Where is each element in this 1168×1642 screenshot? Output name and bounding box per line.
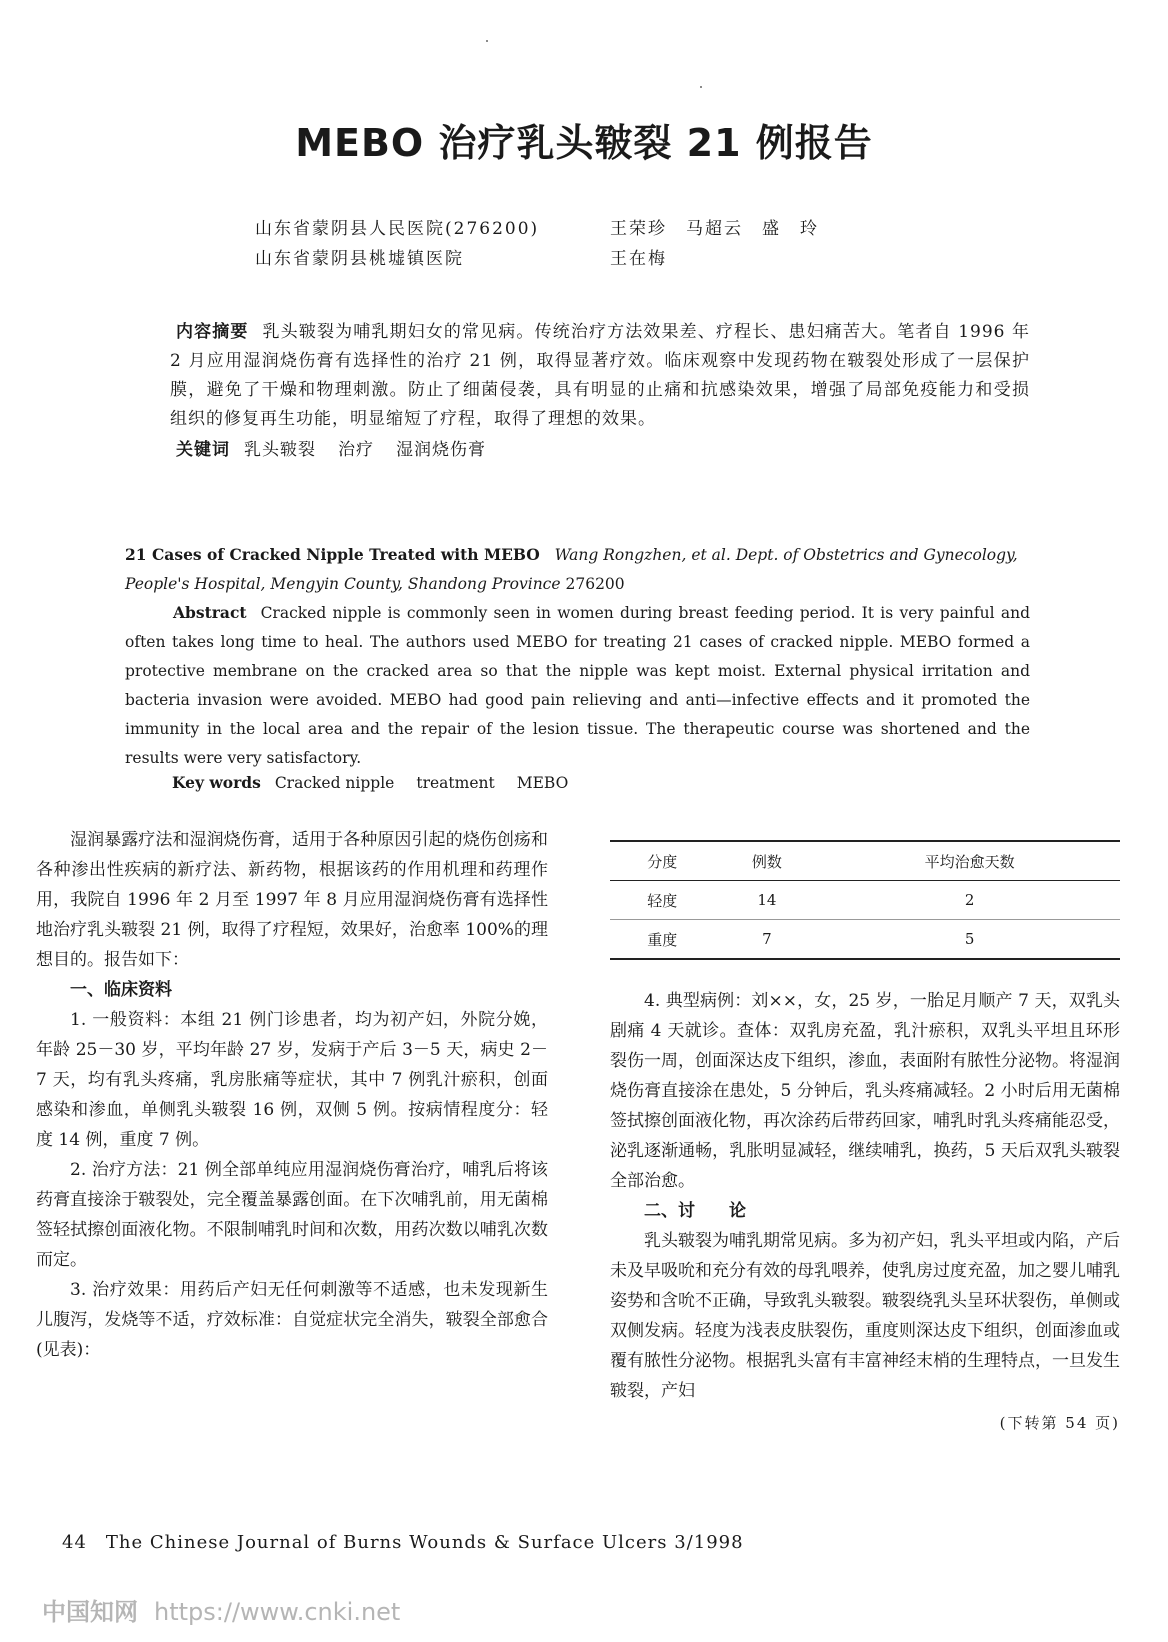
english-authors-info: Wang Rongzhen, et al. Dept. of Obstetrics and Gynecology, People's Hospital, Mengyin County, Shandong Province xyxy=(125,546,1018,593)
paragraph-general-data: 1. 一般资料：本组 21 例门诊患者，均为初产妇，外院分娩，年龄 25－30 岁，平均年龄 27 岁，发病于产后 3－5 天，病史 2－7 天，均有乳头疼痛，乳房胀痛等症状，其中 7 例乳汁瘀积，创面感染和渗血，单侧乳头皲裂 16 例，双侧 5 例。按病情程度分：轻度 14 例，重度 7 例。 xyxy=(36,1010,548,1150)
table-cell: 2 xyxy=(819,881,1120,920)
paragraph-discussion: 乳头皲裂为哺乳期常见病。多为初产妇，乳头平坦或内陷，产后未及早吸吮和充分有效的母乳喂养，使乳房过度充盈，加之婴儿哺乳姿势和含吮不正确，导致乳头皲裂。皲裂绕乳头呈环状裂伤，单侧或双侧发病。轻度为浅表皮肤裂伤，重度则深达皮下组织，创面渗血或覆有脓性分泌物。根据乳头富有丰富神经末梢的生理特点，一旦发生皲裂，产妇 xyxy=(610,1231,1120,1401)
affiliation-1-org: 山东省蒙阴县人民医院(276200) xyxy=(255,219,540,239)
affiliation-2-authors: 王在梅 xyxy=(610,249,667,269)
english-title: 21 Cases of Cracked Nipple Treated with MEBO xyxy=(125,545,540,564)
abstract-text: 乳头皲裂为哺乳期妇女的常见病。传统治疗方法效果差、疗程长、患妇痛苦大。笔者自 1996 年 2 月应用湿润烧伤膏有选择性的治疗 21 例，取得显著疗效。临床观察中发现药物在皲裂处形成了一层保护膜，避免了干燥和物理刺激。防止了细菌侵袭，具有明显的止痛和抗感染效果，增强了局部免疫能力和受损组织的修复再生功能，明显缩短了疗程，取得了理想的效果。 xyxy=(170,322,1030,429)
paragraph-treatment-method: 2. 治疗方法：21 例全部单纯应用湿润烧伤膏治疗，哺乳后将该药膏直接涂于皲裂处，完全覆盖暴露创面。在下次哺乳前，用无菌棉签轻拭擦创面液化物。不限制哺乳时间和次数，用药次数以哺乳次数而定。 xyxy=(36,1160,548,1270)
body-right-column xyxy=(610,986,1120,1438)
keywords-line xyxy=(170,436,1030,465)
english-abstract-text: Cracked nipple is commonly seen in women during breast feeding period. It is very painful and often takes long time to heal. The authors used MEBO for treating 21 cases of cracked nipple. MEBO formed a protective membrane on the cracked area so that the nipple was kept moist. External physical irritation and bacteria invasion were avoided. MEBO had good pain relieving and anti—infective effects and it promoted the immunity in the local area and the repair of the lesion tissue. The therapeutic course was shortened and the results were very satisfactory. xyxy=(125,604,1030,767)
intro-paragraph: 湿润暴露疗法和湿润烧伤膏，适用于各种原因引起的烧伤创疡和各种渗出性疾病的新疗法、新药物，根据该药的作用机理和药理作用，我院自 1996 年 2 月至 1997 年 8 月应用湿润烧伤膏有选择性地治疗乳头皲裂 21 例，取得了疗程短，效果好，治愈率 100%的理想目的。报告如下： xyxy=(36,830,548,970)
table-cell: 14 xyxy=(715,881,820,920)
english-abstract-label: Abstract xyxy=(173,603,247,622)
table-header-row xyxy=(610,841,1120,881)
affiliation-2-org: 山东省蒙阴县桃墟镇医院 xyxy=(255,249,464,269)
keyword: 治疗 xyxy=(338,440,374,460)
article-title: MEBO 治疗乳头皲裂 21 例报告 xyxy=(295,121,873,165)
scan-speck xyxy=(700,86,702,88)
cnki-watermark xyxy=(42,1592,400,1627)
abstract-label: 内容摘要 xyxy=(176,322,249,342)
english-postcode: 276200 xyxy=(565,575,625,593)
chinese-abstract xyxy=(170,318,1030,465)
english-keyword: MEBO xyxy=(516,774,569,792)
table-cell: 轻度 xyxy=(610,881,715,920)
watermark-cn: 中国知网 xyxy=(42,1598,138,1626)
table-row xyxy=(610,920,1120,960)
keyword: 乳头皲裂 xyxy=(244,440,316,460)
table-cell: 5 xyxy=(964,930,975,948)
english-keywords-label: Key words xyxy=(172,773,261,792)
paragraph-typical-case: 4. 典型病例：刘××，女，25 岁，一胎足月顺产 7 天，双乳头剧痛 4 天就诊。查体：双乳房充盈，乳汁瘀积，双乳头平坦且环形裂伤一周，创面深达皮下组织，渗血，表面附有脓性分泌物。将湿润烧伤膏直接涂在患处，5 分钟后，乳头疼痛减轻。2 小时后用无菌棉签拭擦创面液化物，再次涂药后带药回家，哺乳时乳头疼痛能忍受，泌乳逐渐通畅，乳胀明显减轻，继续哺乳，换药，5 天后双乳头皲裂全部治愈。 xyxy=(610,991,1120,1191)
affiliation-1-authors: 王荣珍 马超云 盛 玲 xyxy=(610,219,819,239)
english-keywords xyxy=(172,773,590,792)
english-abstract xyxy=(125,598,1030,773)
section-heading-discussion: 二、讨 论 xyxy=(644,1201,746,1221)
table-header-grade: 分度 xyxy=(610,841,715,881)
table-row xyxy=(610,881,1120,920)
section-heading-clinical: 一、临床资料 xyxy=(70,980,172,1000)
body-left-column xyxy=(36,825,548,1365)
results-table xyxy=(610,840,1120,960)
keywords-label: 关键词 xyxy=(176,440,230,460)
table-header-cases: 例数 xyxy=(715,841,820,881)
paragraph-treatment-effect: 3. 治疗效果：用药后产妇无任何刺激等不适感，也未发现新生儿腹泻，发烧等不适，疗效标准：自觉症状完全消失，皲裂全部愈合(见表)： xyxy=(36,1280,548,1360)
english-title-block xyxy=(125,540,1030,599)
scan-speck xyxy=(486,40,488,42)
page-footer: 44 The Chinese Journal of Burns Wounds & Surface Ulcers 3/1998 xyxy=(62,1532,744,1553)
table-cell: 重度 xyxy=(647,930,678,949)
english-keyword: Cracked nipple xyxy=(274,774,395,792)
english-keyword: treatment xyxy=(416,774,495,792)
watermark-url: https://www.cnki.net xyxy=(154,1598,401,1626)
table-header-avg-days: 平均治愈天数 xyxy=(819,841,1120,881)
continued-note: (下转第 54 页) xyxy=(999,1414,1120,1432)
table-cell: 7 xyxy=(762,930,772,948)
keyword: 湿润烧伤膏 xyxy=(396,440,486,460)
